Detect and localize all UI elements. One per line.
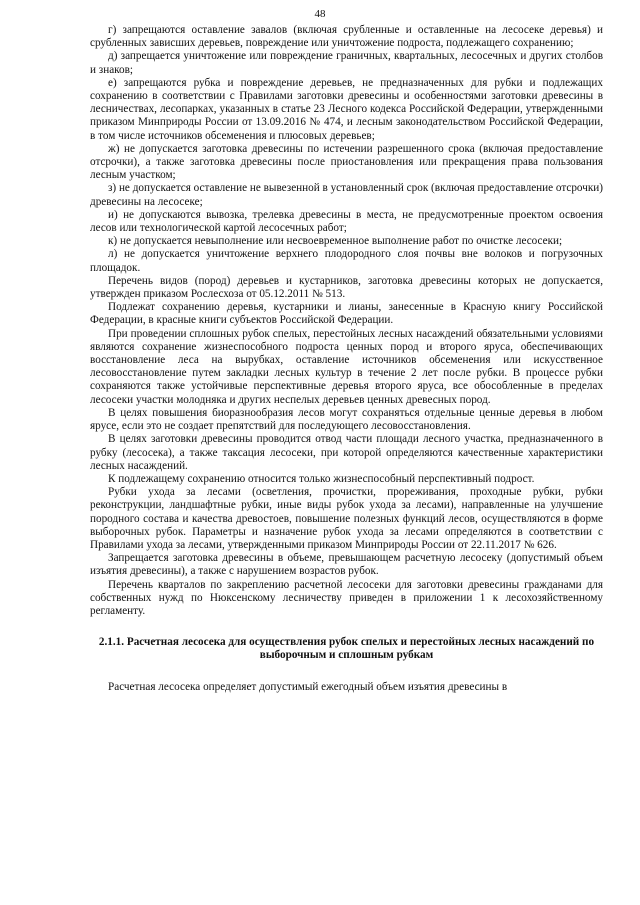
paragraph-red-book: Подлежат сохранению деревья, кустарники и лианы, занесенные в Красную книгу Российской Федерации, в красные книги субъектов Российской Федерации. <box>90 301 603 327</box>
paragraph-undergrowth: К подлежащему сохранению относится только жизнеспособный перспективный подрост. <box>108 472 535 485</box>
paragraph-l: л) не допускается уничтожение верхнего плодородного слоя почвы вне волоков и погрузочных площадок. <box>90 248 603 274</box>
paragraph-d: д) запрещается уничтожение или повреждение граничных, квартальных, лесосечных и других столбов и знаков; <box>90 50 603 76</box>
paragraph-z: з) не допускается оставление не вывезенной в установленный срок (включая предоставление отсрочки) древесины на лесосеке; <box>90 182 604 208</box>
paragraph-quarters-list: Перечень кварталов по закреплению расчетной лесосеки для заготовки древесины гражданами для собственных нужд по Нюксенскому лесничеству приведен в приложении 1 к лесохозяйственному регламенту. <box>90 578 603 617</box>
paragraph-thinning: Рубки ухода за лесами (осветления, прочистки, прореживания, проходные рубки, рубки реконструкции, ландшафтные рубки, иные виды рубок ухода за лесами), направленные на улучшение породного состава и качества древостоев, повышение полезных функций лесов, осуществляются в форме выборочных рубок. Параметры и назначение рубок ухода за лесами определяются в соответствии с Правилами ухода за лесами, утвержденными приказом Минприроды России от 22.11.2017 № 626. <box>90 486 603 551</box>
document-body <box>90 24 603 694</box>
paragraph-zh: ж) не допускается заготовка древесины по истечении разрешенного срока (включая предоставление отсрочки), а также заготовка древесины после приостановления или прекращения права пользования лесным участком; <box>90 142 603 182</box>
paragraph-biodiversity: В целях повышения биоразнообразия лесов могут сохраняться отдельные ценные деревья в любом ярусе, если это не создает препятствий для последующего лесовосстановления. <box>90 406 603 433</box>
page-number: 48 <box>314 8 326 20</box>
paragraph-k: к) не допускается невыполнение или несвоевременное выполнение работ по очистке лесосеки; <box>108 235 563 248</box>
paragraph-allowable-cut: Расчетная лесосека определяет допустимый ежегодный объем изъятия древесины в <box>108 680 508 693</box>
section-heading: 2.1.1. Расчетная лесосека для осуществления рубок спелых и перестойных лесных насаждений по выборочным и сплошным рубкам <box>98 636 595 662</box>
paragraph-clear-cutting: При проведении сплошных рубок спелых, перестойных лесных насаждений обязательными условиями являются сохранение жизнеспособного подроста ценных пород и второго яруса, обеспечивающих восстановление леса на вырубках, оставление источников обсеменения или искусственное лесовосстановление путем закладки лесных культур в течение 2 лет после рубки. В процессе рубки сохраняются также устойчивые перспективные деревья второго яруса, все обособленные в пределах лесосеки участки молодняка и других неспелых деревьев ценных древесных пород. <box>90 327 603 406</box>
paragraph-i: и) не допускаются вывозка, трелевка древесины в места, не предусмотренные проектом освоения лесов или технологической картой лесосечных работ; <box>90 208 603 235</box>
paragraph-e: е) запрещаются рубка и повреждение деревьев, не предназначенных для рубки и подлежащих сохранению в соответствии с Правилами заготовки древесины и особенностями заготовки древесины в лесничествах, лесопарках, указанных в статье 23 Лесного кодекса Российской Федерации, утвержденными приказом Минприроды России от 13.09.2016 № 474, и лесным законодательством Российской Федерации, в том числе источников обсеменения и плюсовых деревьев; <box>90 76 603 142</box>
paragraph-species-list: Перечень видов (пород) деревьев и кустарников, заготовка древесины которых не допускается, утвержден приказом Рослесхоза от 05.12.2011 № 513. <box>90 274 603 301</box>
paragraph-allotment: В целях заготовки древесины проводится отвод части площади лесного участка, предназначенного в рубку (лесосека), а также таксация лесосеки, при которой определяются качественные характеристики лесных насаждений. <box>90 433 603 472</box>
paragraph-prohibition: Запрещается заготовка древесины в объеме, превышающем расчетную лесосеку (допустимый объем изъятия древесины), а также с нарушением возрастов рубок. <box>90 552 603 578</box>
paragraph-g: г) запрещаются оставление завалов (включая срубленные и оставленные на лесосеке деревья) и срубленных зависших деревьев, повреждение или уничтожение подроста, подлежащего сохранению; <box>90 24 603 50</box>
